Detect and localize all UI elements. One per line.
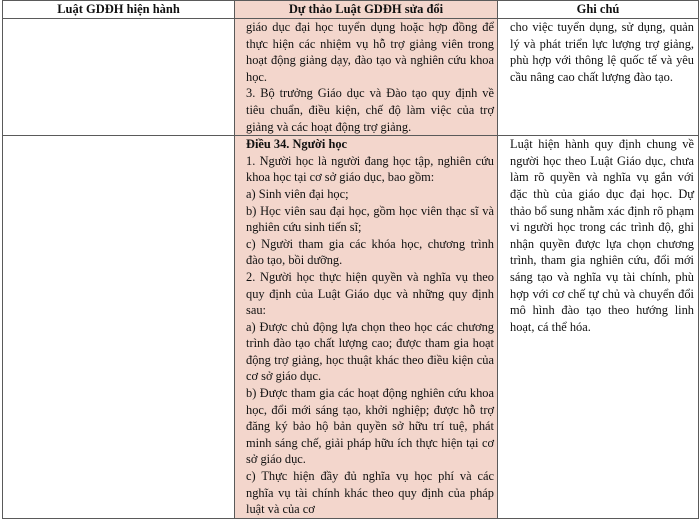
draft-paragraph: b) Học viên sau đại học, gồm học viên thạc sĩ và nghiên cứu sinh tiến sĩ; [246,203,494,235]
draft-paragraph: 2. Người học thực hiện quyền và nghĩa vụ theo quy định của Luật Giáo dục và những quy định sau: [246,269,494,318]
header-row [3,1,699,19]
draft-paragraph: 3. Bộ trưởng Giáo dục và Đào tạo quy định về tiêu chuẩn, điều kiện, chế độ làm việc của trợ giảng và các hoạt động trợ giảng. [246,86,494,134]
table-row [3,136,699,519]
draft-paragraph: a) Sinh viên đại học; [246,186,349,201]
draft-paragraph: c) Người tham gia các khóa học, chương trình đào tạo, bồi dưỡng. [246,236,494,268]
current-law-cell [3,136,235,519]
draft-paragraph: c) Thực hiện đầy đủ nghĩa vụ học phí và các nghĩa vụ tài chính khác theo quy định của pháp luật và của cơ [246,469,494,517]
draft-law-cell [235,136,498,519]
table-row [3,19,699,136]
current-law-cell [3,19,235,136]
article-heading: Điều 34. Người học [246,137,348,152]
header-notes: Ghi chú [498,1,699,19]
header-draft-law: Dự thảo Luật GDĐH sửa đổi [235,1,498,19]
draft-paragraph: b) Được tham gia các hoạt động nghiên cứu khoa học, đổi mới sáng tạo, khởi nghiệp; được hỗ trợ đăng ký bảo hộ bản quyền sở hữu trí tuệ, phát minh sáng chế, giải pháp hữu ích thực hiện tại cơ sở giáo dục. [246,386,494,467]
draft-law-cell [235,19,498,136]
notes-cell [498,19,699,136]
note-paragraph: Luật hiện hành quy định chung về người học theo Luật Giáo dục, chưa làm rõ quyền và nghĩa vụ gắn với đặc thù của giáo dục đại học. Dự thảo bổ sung nhằm xác định rõ phạm vi người học trong các trình độ, ghi nhận quyền được lựa chọn chương trình, tham gia nghiên cứu, đổi mới sáng tạo và nghĩa vụ tài chính, phù hợp với cơ chế tự chủ và chuyển đổi mô hình đào tạo theo hướng linh hoạt, cá thể hóa. [510,137,694,334]
header-current-law: Luật GDĐH hiện hành [3,1,235,19]
draft-paragraph: a) Được chủ động lựa chọn theo học các chương trình đào tạo chất lượng cao; được tham gia hoạt động trợ giảng, học thuật khác theo điều kiện của cơ sở giáo dục. [246,319,494,384]
comparison-table [2,0,699,519]
draft-paragraph: giáo dục đại học tuyển dụng hoặc hợp đồng để thực hiện các nhiệm vụ hỗ trợ giảng viên trong hoạt động giảng dạy, đào tạo và nghiên cứu khoa học. [246,20,494,84]
draft-paragraph: 1. Người học là người đang học tập, nghiên cứu khoa học tại cơ sở giáo dục, bao gồm: [246,153,494,185]
notes-cell [498,136,699,519]
note-paragraph: cho việc tuyển dụng, sử dụng, quản lý và phát triển lực lượng trợ giảng, phù hợp với thông lệ quốc tế và yêu cầu nâng cao chất lượng đào tạo. [510,20,694,84]
